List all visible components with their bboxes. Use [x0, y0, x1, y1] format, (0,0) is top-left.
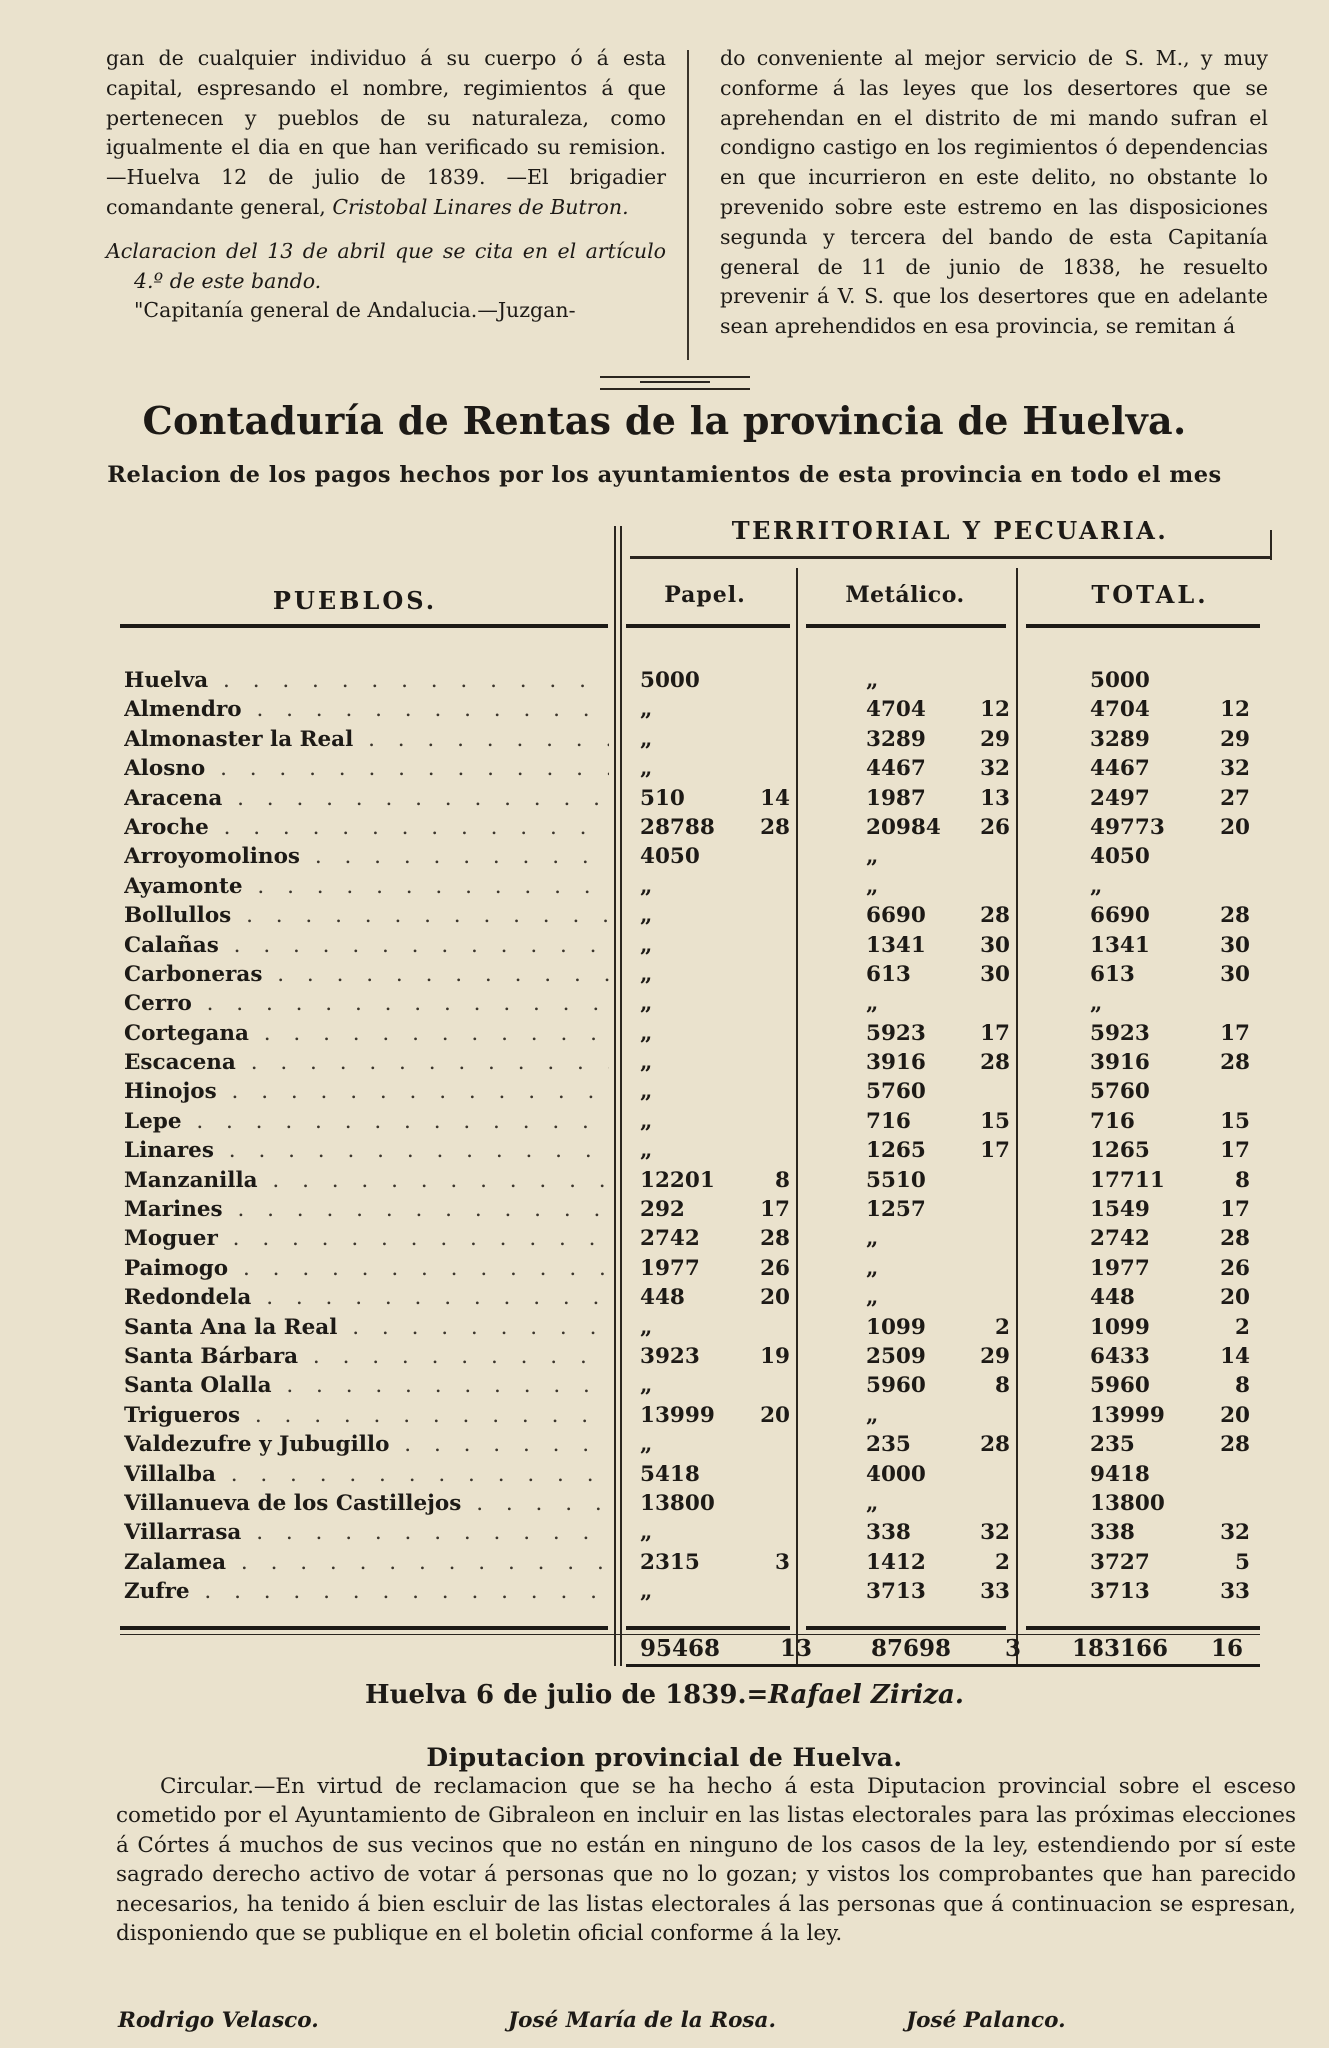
- total-int: 716: [1090, 1108, 1135, 1134]
- metalico-int: 4000: [866, 1461, 926, 1487]
- pueblo-name: Alosno . .: [124, 756, 609, 781]
- table-row: [120, 1256, 1280, 1285]
- total-frac: 28: [1220, 1050, 1250, 1076]
- pueblo-name: Zufre . .: [124, 1579, 609, 1604]
- metalico-int: 5760: [866, 1079, 926, 1105]
- left-paragraph: gan de cualquier individuo á su cuerpo ó á esta capital, espresando el nombre, regimientos á que pertenecen y pueblos de su naturaleza, como igualmente el dia en que han verificado su remision.—Huelva 12 de julio de 1839. —El brigadier comandante general, Cristobal Linares de Butron.: [106, 46, 666, 219]
- total-metalico-frac: 3: [1005, 1635, 1022, 1662]
- section-subtitle: Relacion de los pagos hechos por los ayuntamientos de esta provincia en todo el mes: [107, 462, 1222, 488]
- metalico-int: 338: [866, 1520, 911, 1546]
- pueblo-name: Santa Olalla . .: [124, 1373, 609, 1398]
- total-frac: 28: [1220, 903, 1250, 929]
- table-row: [120, 1520, 1280, 1549]
- pueblo-name: Paimogo . .: [124, 1256, 609, 1281]
- metalico-int: „: [866, 1402, 879, 1428]
- total-frac: 20: [1220, 1285, 1250, 1311]
- papel-int: „: [640, 961, 653, 987]
- papel-int: „: [640, 1520, 653, 1546]
- total-papel-int: 95468: [640, 1635, 721, 1662]
- metalico-int: 5923: [866, 1020, 926, 1046]
- payments-table: [120, 500, 1280, 1665]
- group-header-rule: [630, 556, 1270, 559]
- pueblo-name: Valdezufre y Jubugillo . .: [124, 1432, 609, 1457]
- pueblo-name: Manzanilla . .: [124, 1168, 609, 1193]
- total-int: 448: [1090, 1285, 1135, 1311]
- metalico-frac: 17: [980, 1020, 1010, 1046]
- pueblo-name: Almendro . .: [124, 697, 609, 722]
- signer: Rodrigo Velasco.: [118, 2008, 319, 2033]
- total-frac: 2: [1235, 1314, 1250, 1340]
- signature-line: Huelva 6 de julio de 1839.=Rafael Ziriza.: [365, 1680, 964, 1710]
- metalico-int: „: [866, 991, 879, 1017]
- metalico-frac: 33: [980, 1579, 1010, 1605]
- header-rule: [120, 624, 608, 628]
- total-int: 4467: [1090, 756, 1150, 782]
- total-int: 6433: [1090, 1343, 1150, 1369]
- table-row: [120, 962, 1280, 991]
- signer-name: Cristobal Linares de Butron.: [332, 194, 629, 219]
- total-int: 1099: [1090, 1314, 1150, 1340]
- total-int: 1341: [1090, 932, 1150, 958]
- table-row: [120, 1373, 1280, 1402]
- total-total-int: 183166: [1072, 1635, 1169, 1662]
- metalico-frac: 13: [980, 785, 1010, 811]
- papel-int: „: [640, 756, 653, 782]
- table-row: [120, 1050, 1280, 1079]
- pueblo-name: Huelva . .: [124, 668, 609, 693]
- papel-int: „: [640, 726, 653, 752]
- papel-int: 13800: [640, 1490, 715, 1516]
- table-row: [120, 1197, 1280, 1226]
- pueblo-name: Redondela . .: [124, 1285, 609, 1310]
- pueblo-name: Arroyomolinos . .: [124, 844, 609, 869]
- papel-int: „: [640, 903, 653, 929]
- total-frac: 27: [1220, 785, 1250, 811]
- papel-frac: 28: [760, 814, 790, 840]
- left-paragraph-continued: "Capitanía general de Andalucia.—Juzgan-: [134, 298, 576, 323]
- metalico-frac: 29: [980, 1343, 1010, 1369]
- total-int: 3727: [1090, 1549, 1150, 1575]
- section-title: Contaduría de Rentas de la provincia de Huelva.: [142, 398, 1187, 443]
- right-paragraph: do conveniente al mejor servicio de S. M., y muy conforme á las leyes que los desertores que se aprehendan en el distrito de mi mando sufran el condigno castigo en los regimientos ó dependencias en que incurrieron en este delito, no obstante lo prevenido sobre este estremo en las disposiciones segunda y tercera del bando de esta Capitanía general de 11 de junio de 1838, he resuelto prevenir á V. S. que los desertores que en adelante sean aprehendidos en esa provincia, se remitan á: [720, 46, 1268, 339]
- metalico-frac: 28: [980, 1050, 1010, 1076]
- total-int: 2497: [1090, 785, 1150, 811]
- metalico-int: 1987: [866, 785, 926, 811]
- papel-int: 13999: [640, 1402, 715, 1428]
- total-frac: 30: [1220, 961, 1250, 987]
- papel-int: „: [640, 873, 653, 899]
- total-frac: 28: [1220, 1432, 1250, 1458]
- total-int: 1549: [1090, 1197, 1150, 1223]
- pueblo-name: Linares . .: [124, 1138, 609, 1163]
- metalico-int: „: [866, 1490, 879, 1516]
- total-int: 235: [1090, 1432, 1135, 1458]
- pueblo-name: Aracena . .: [124, 786, 609, 811]
- papel-frac: 14: [760, 785, 790, 811]
- left-column: [106, 44, 666, 326]
- total-frac: 12: [1220, 697, 1250, 723]
- metalico-int: 3713: [866, 1579, 926, 1605]
- metalico-int: 716: [866, 1108, 911, 1134]
- table-row: [120, 786, 1280, 815]
- metalico-int: 1341: [866, 932, 926, 958]
- papel-int: „: [640, 1108, 653, 1134]
- metalico-frac: 15: [980, 1108, 1010, 1134]
- metalico-frac: 29: [980, 726, 1010, 752]
- table-row: [120, 668, 1280, 697]
- total-frac: 17: [1220, 1197, 1250, 1223]
- signer: José Palanco.: [906, 2008, 1066, 2033]
- header-total: TOTAL.: [1091, 580, 1209, 609]
- metalico-int: 2509: [866, 1343, 926, 1369]
- pueblo-name: Lepe . .: [124, 1109, 609, 1134]
- metalico-int: 4704: [866, 697, 926, 723]
- table-row: [120, 1491, 1280, 1520]
- total-int: 5923: [1090, 1020, 1150, 1046]
- table-row: [120, 903, 1280, 932]
- papel-int: „: [640, 1020, 653, 1046]
- metalico-int: „: [866, 1255, 879, 1281]
- signer: José María de la Rosa.: [508, 2008, 776, 2033]
- total-int: „: [1090, 873, 1103, 899]
- total-frac: 30: [1220, 932, 1250, 958]
- total-int: 5760: [1090, 1079, 1150, 1105]
- table-row: [120, 1285, 1280, 1314]
- table-row: [120, 1168, 1280, 1197]
- total-frac: 8: [1235, 1373, 1250, 1399]
- table-row: [120, 1138, 1280, 1167]
- table-row: [120, 1344, 1280, 1373]
- signature-name: Rafael Ziriza.: [768, 1680, 964, 1710]
- table-row: [120, 874, 1280, 903]
- papel-int: „: [640, 991, 653, 1017]
- total-frac: 5: [1235, 1549, 1250, 1575]
- table-row: [120, 1403, 1280, 1432]
- total-frac: 14: [1220, 1343, 1250, 1369]
- column-rule: [1270, 530, 1272, 560]
- pueblo-name: Trigueros . .: [124, 1403, 609, 1428]
- total-int: 613: [1090, 961, 1135, 987]
- pueblo-name: Calañas . .: [124, 933, 609, 958]
- header-rule: [1026, 624, 1260, 628]
- header-papel: Papel.: [664, 582, 746, 608]
- group-header: TERRITORIAL Y PECUARIA.: [731, 516, 1169, 545]
- pueblo-name: Santa Bárbara . .: [124, 1344, 609, 1369]
- metalico-frac: 30: [980, 932, 1010, 958]
- metalico-frac: 2: [995, 1549, 1010, 1575]
- table-row: [120, 727, 1280, 756]
- papel-int: „: [640, 1314, 653, 1340]
- total-frac: 32: [1220, 1520, 1250, 1546]
- papel-int: 3923: [640, 1343, 700, 1369]
- total-int: 4704: [1090, 697, 1150, 723]
- table-row: [120, 815, 1280, 844]
- total-int: „: [1090, 991, 1103, 1017]
- pueblo-name: Hinojos . .: [124, 1079, 609, 1104]
- papel-frac: 26: [760, 1255, 790, 1281]
- pueblo-name: Santa Ana la Real . .: [124, 1315, 609, 1340]
- total-int: 1265: [1090, 1138, 1150, 1164]
- papel-int: 5000: [640, 668, 700, 693]
- circular-paragraph: Circular.—En virtud de reclamacion que se ha hecho á esta Diputacion provincial sobre el esceso cometido por el Ayuntamiento de Gibraleon en incluir en las listas electorales para las próximas elecciones á Córtes á muchos de sus vecinos que no están en ninguno de los casos de la ley, estendiendo por sí este sagrado derecho activo de votar á personas que no lo gozan; y vistos los comprobantes que han parecido necesarios, ha tenido á bien escluir de las listas electorales á las personas que á continuacion se espresan, disponiendo que se publique en el boletin oficial conforme á la ley.: [116, 1774, 1296, 1947]
- total-frac: 15: [1220, 1108, 1250, 1134]
- total-int: 2742: [1090, 1226, 1150, 1252]
- papel-frac: 20: [760, 1402, 790, 1428]
- metalico-int: „: [866, 844, 879, 870]
- table-row: [120, 756, 1280, 785]
- papel-frac: 19: [760, 1343, 790, 1369]
- total-int: 6690: [1090, 903, 1150, 929]
- total-int: 4050: [1090, 844, 1150, 870]
- header-pueblos: PUEBLOS.: [272, 586, 438, 615]
- total-int: 17711: [1090, 1167, 1165, 1193]
- table-row: [120, 1109, 1280, 1138]
- papel-int: 2315: [640, 1549, 700, 1575]
- papel-int: 28788: [640, 814, 715, 840]
- metalico-int: 5960: [866, 1373, 926, 1399]
- papel-frac: 8: [775, 1167, 790, 1193]
- pueblo-name: Villalba . .: [124, 1462, 609, 1487]
- table-row: [120, 1462, 1280, 1491]
- metalico-int: 1099: [866, 1314, 926, 1340]
- papel-int: 5418: [640, 1461, 700, 1487]
- papel-frac: 28: [760, 1226, 790, 1252]
- total-int: 3289: [1090, 726, 1150, 752]
- pueblo-name: Bollullos . .: [124, 903, 609, 928]
- total-int: 338: [1090, 1520, 1135, 1546]
- table-row: [120, 1226, 1280, 1255]
- total-frac: 28: [1220, 1226, 1250, 1252]
- total-frac: 20: [1220, 814, 1250, 840]
- metalico-int: 613: [866, 961, 911, 987]
- total-metalico-int: 87698: [871, 1635, 952, 1662]
- right-column: [720, 44, 1268, 342]
- total-frac: 17: [1220, 1138, 1250, 1164]
- metalico-frac: 30: [980, 961, 1010, 987]
- pueblo-name: Cerro . .: [124, 991, 609, 1016]
- metalico-frac: 8: [995, 1373, 1010, 1399]
- papel-int: 1977: [640, 1255, 700, 1281]
- table-row: [120, 1315, 1280, 1344]
- total-int: 3713: [1090, 1579, 1150, 1605]
- papel-frac: 3: [775, 1549, 790, 1575]
- total-frac: 33: [1220, 1579, 1250, 1605]
- papel-int: „: [640, 697, 653, 723]
- metalico-frac: 26: [980, 814, 1010, 840]
- papel-int: „: [640, 1050, 653, 1076]
- metalico-int: „: [866, 1226, 879, 1252]
- metalico-int: 235: [866, 1432, 911, 1458]
- total-frac: 29: [1220, 726, 1250, 752]
- papel-int: „: [640, 1079, 653, 1105]
- papel-frac: 20: [760, 1285, 790, 1311]
- metalico-int: „: [866, 668, 879, 693]
- metalico-int: 5510: [866, 1167, 926, 1193]
- metalico-frac: 32: [980, 756, 1010, 782]
- metalico-int: 20984: [866, 814, 941, 840]
- metalico-int: 1257: [866, 1197, 926, 1223]
- metalico-int: „: [866, 1285, 879, 1311]
- pueblo-name: Zalamea . .: [124, 1550, 609, 1575]
- pueblo-name: Villanueva de los Castillejos . .: [124, 1491, 609, 1516]
- papel-int: „: [640, 1373, 653, 1399]
- metalico-frac: 17: [980, 1138, 1010, 1164]
- metalico-int: 6690: [866, 903, 926, 929]
- pueblo-name: Cortegana . .: [124, 1021, 609, 1046]
- table-row: [120, 1550, 1280, 1579]
- papel-int: „: [640, 932, 653, 958]
- papel-int: 12201: [640, 1167, 715, 1193]
- total-frac: 8: [1235, 1167, 1250, 1193]
- table-body: [120, 668, 1280, 1609]
- totals-rule: [626, 1626, 790, 1630]
- table-row: [120, 1432, 1280, 1461]
- table-row: [120, 1021, 1280, 1050]
- metalico-frac: 28: [980, 1432, 1010, 1458]
- metalico-frac: 28: [980, 903, 1010, 929]
- header-rule: [626, 624, 790, 628]
- table-row: [120, 844, 1280, 873]
- total-int: 3916: [1090, 1050, 1150, 1076]
- pueblo-name: Marines . .: [124, 1197, 609, 1222]
- total-frac: 20: [1220, 1402, 1250, 1428]
- section-ornament: [600, 376, 750, 390]
- metalico-int: 4467: [866, 756, 926, 782]
- metalico-frac: 2: [995, 1314, 1010, 1340]
- pueblo-name: Moguer . .: [124, 1226, 609, 1251]
- total-int: 5000: [1090, 668, 1150, 693]
- clarification-heading: Aclaracion del 13 de abril que se cita en el artículo 4.º de este bando.: [106, 238, 666, 293]
- total-int: 1977: [1090, 1255, 1150, 1281]
- metalico-int: 1265: [866, 1138, 926, 1164]
- totals-rule: [120, 1626, 608, 1630]
- papel-int: 4050: [640, 844, 700, 870]
- papel-int: 2742: [640, 1226, 700, 1252]
- pueblo-name: Ayamonte . .: [124, 874, 609, 899]
- papel-frac: 17: [760, 1197, 790, 1223]
- header-rule: [806, 624, 1006, 628]
- totals-rule: [806, 1626, 1006, 1630]
- total-total-frac: 16: [1211, 1635, 1244, 1662]
- metalico-frac: 32: [980, 1520, 1010, 1546]
- column-divider: [687, 50, 689, 360]
- total-papel-frac: 13: [780, 1635, 813, 1662]
- pueblo-name: Aroche . .: [124, 815, 609, 840]
- total-int: 13800: [1090, 1490, 1165, 1516]
- metalico-int: „: [866, 873, 879, 899]
- total-int: 13999: [1090, 1402, 1165, 1428]
- metalico-int: 3916: [866, 1050, 926, 1076]
- total-frac: 26: [1220, 1255, 1250, 1281]
- table-row: [120, 697, 1280, 726]
- papel-int: 448: [640, 1285, 685, 1311]
- papel-int: 510: [640, 785, 685, 811]
- papel-int: 292: [640, 1197, 685, 1223]
- total-int: 5960: [1090, 1373, 1150, 1399]
- papel-int: „: [640, 1432, 653, 1458]
- total-int: 49773: [1090, 814, 1165, 840]
- papel-int: „: [640, 1579, 653, 1605]
- pueblo-name: Carboneras . .: [124, 962, 609, 987]
- diputacion-title: Diputacion provincial de Huelva.: [426, 1743, 903, 1772]
- metalico-frac: 12: [980, 697, 1010, 723]
- pueblo-name: Almonaster la Real . .: [124, 727, 609, 752]
- papel-int: „: [640, 1138, 653, 1164]
- table-row: [120, 991, 1280, 1020]
- metalico-int: 1412: [866, 1549, 926, 1575]
- header-metalico: Metálico.: [845, 582, 965, 608]
- table-row: [120, 1079, 1280, 1108]
- total-frac: 32: [1220, 756, 1250, 782]
- totals-bottom-rule: [626, 1664, 1260, 1667]
- pueblo-name: Escacena . .: [124, 1050, 609, 1075]
- total-int: 9418: [1090, 1461, 1150, 1487]
- total-frac: 17: [1220, 1020, 1250, 1046]
- metalico-int: 3289: [866, 726, 926, 752]
- pueblo-name: Villarrasa . .: [124, 1520, 609, 1545]
- table-row: [120, 1579, 1280, 1608]
- totals-rule: [1026, 1626, 1260, 1630]
- table-row: [120, 933, 1280, 962]
